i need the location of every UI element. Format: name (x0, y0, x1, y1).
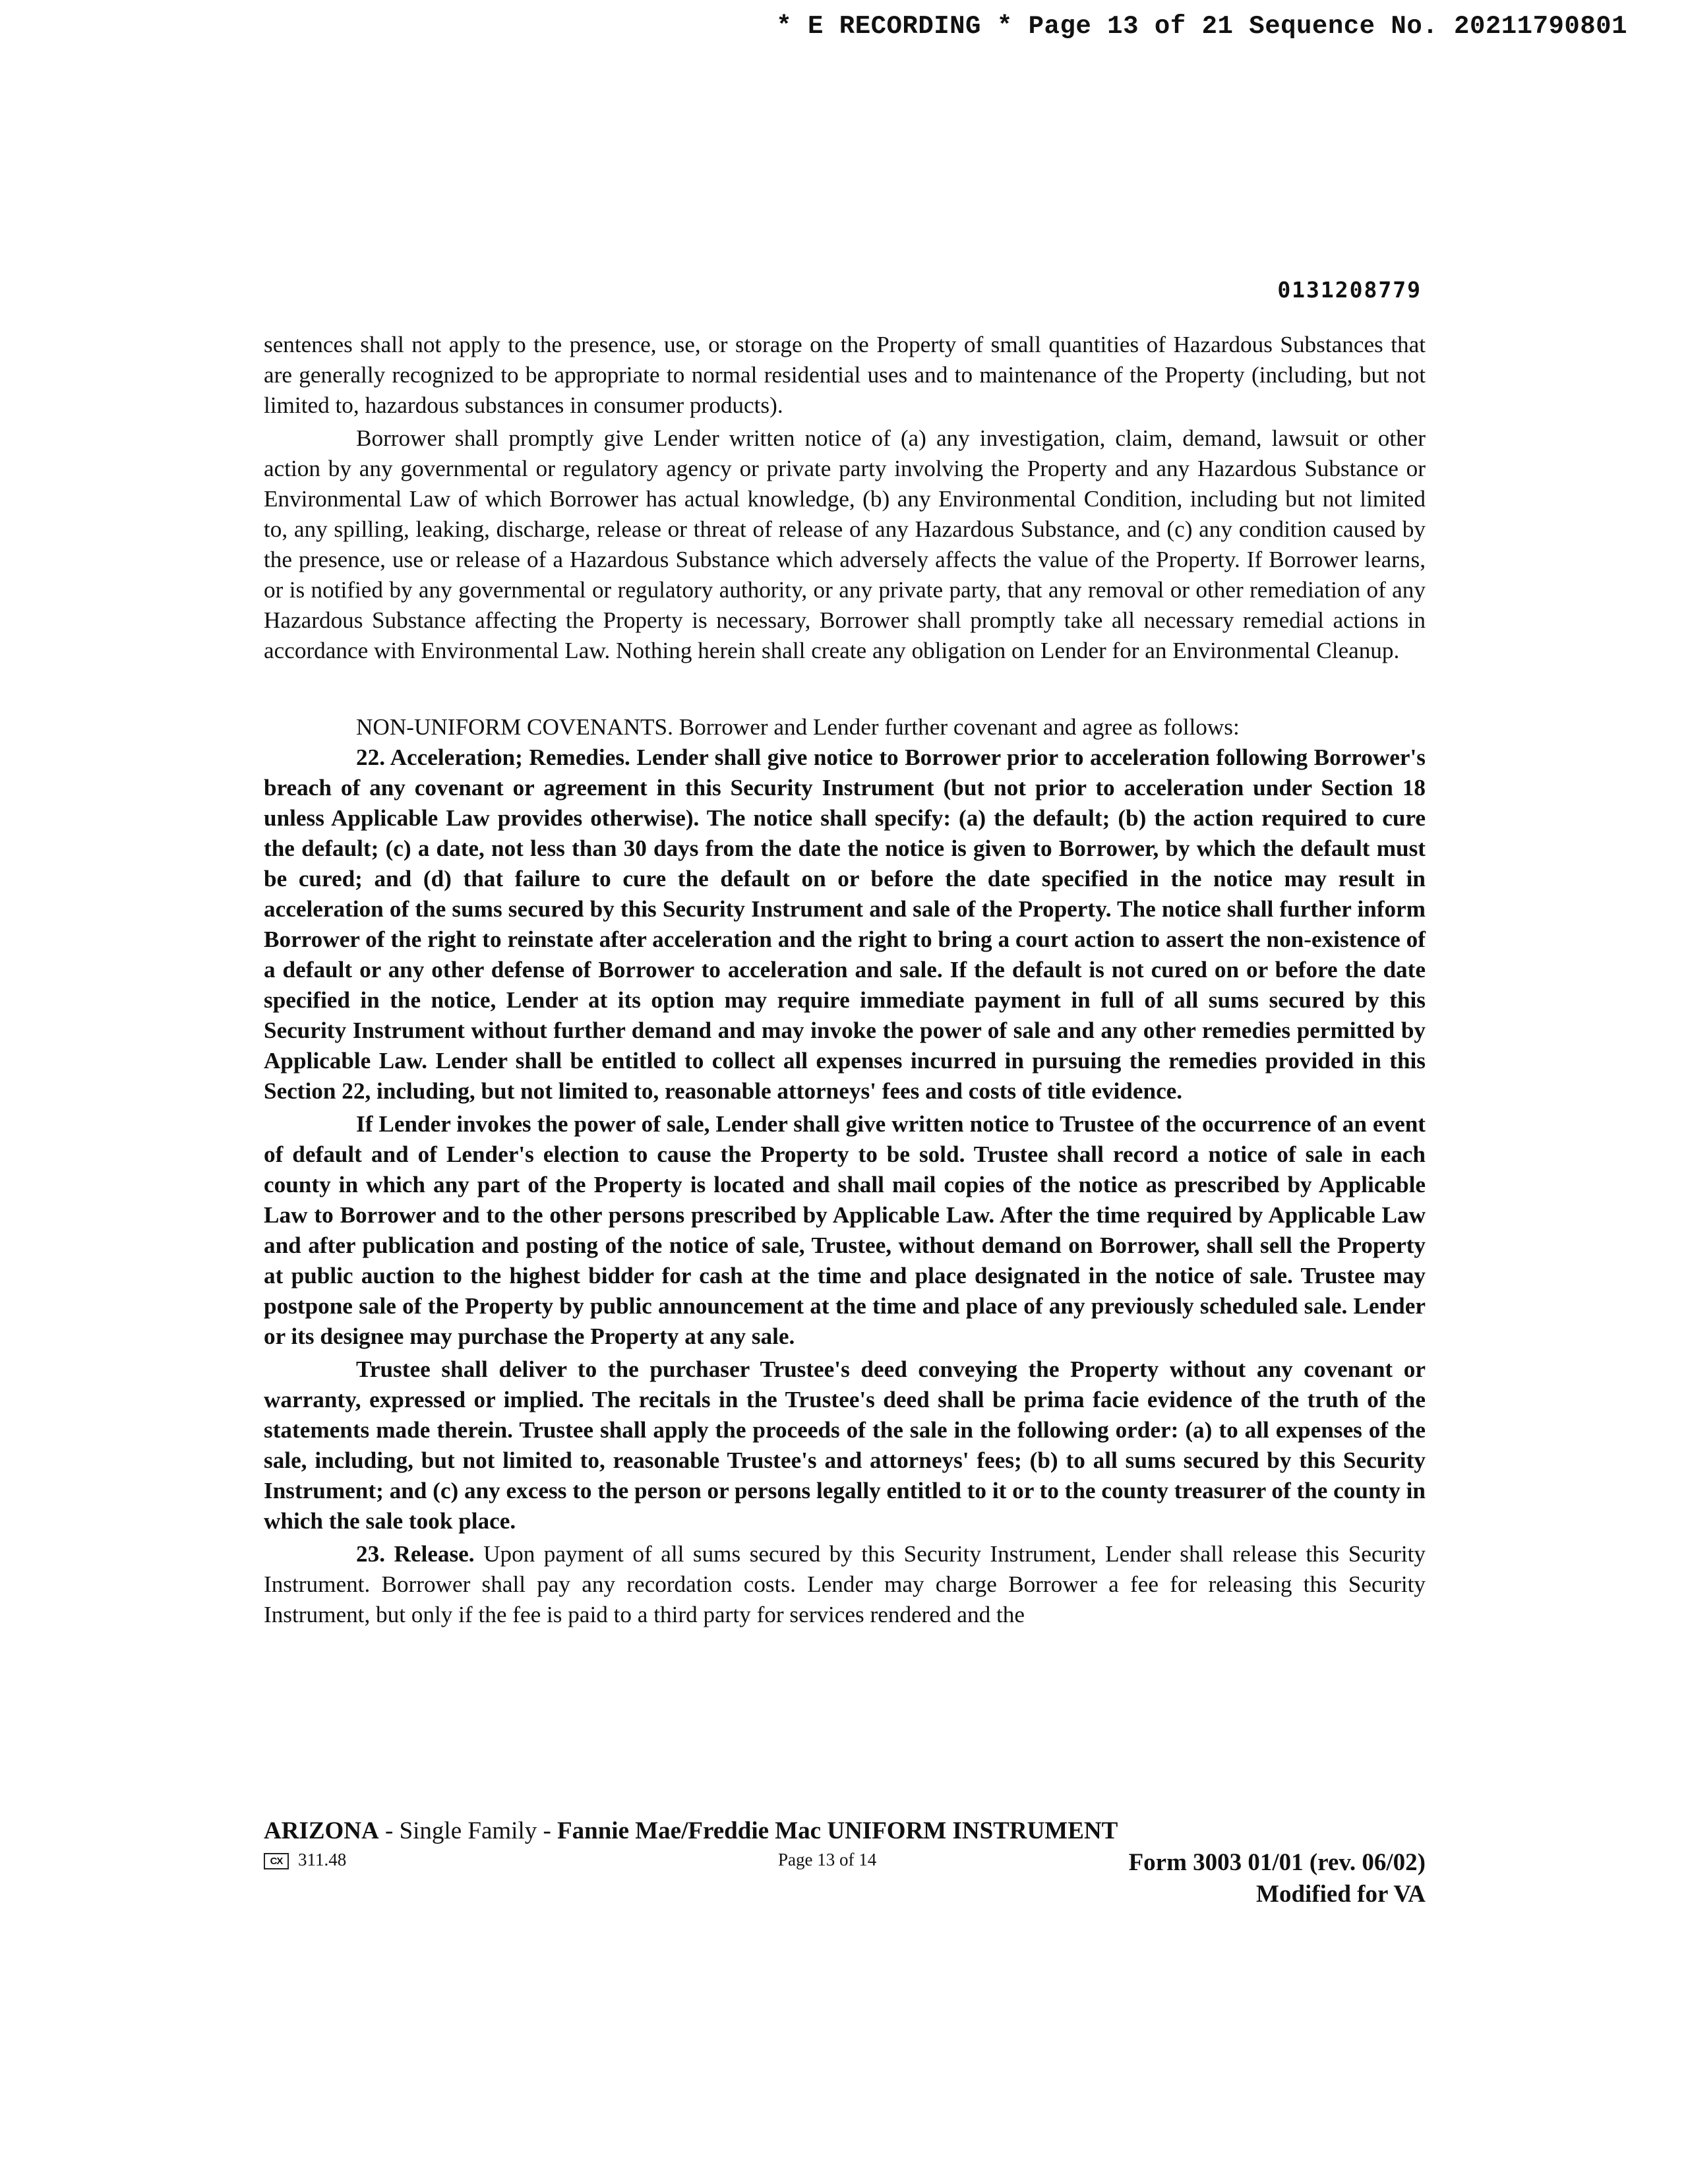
paragraph-borrower-notice: Borrower shall promptly give Lender written notice of (a) any investigation, claim, demand, lawsuit or other action by any governmental or regulatory agency or private party involving the Property and any Hazardous Substance or Environmental Law of which Borrower has actual knowledge, (b) any Environmental Condition, including but not limited to, any spilling, leaking, discharge, release or threat of release of any Hazardous Substance, and (c) any condition caused by the presence, use or release of a Hazardous Substance which adversely affects the value of the Property. If Borrower learns, or is notified by any governmental or regulatory authority, or any private party, that any removal or other remediation of any Hazardous Substance affecting the Property is necessary, Borrower shall promptly take all necessary remedial actions in accordance with Environmental Law. Nothing herein shall create any obligation on Lender for an Environmental Cleanup. (264, 425, 1426, 663)
footer-form-code-text: 311.48 (298, 1850, 347, 1869)
paragraph-hazardous-continued: sentences shall not apply to the presence, use, or storage on the Property of small quantities of Hazardous Substances that are generally recognized to be appropriate to normal residential uses and to maintenance of the Property (including, but not limited to, hazardous substances in consumer products). (264, 332, 1426, 418)
footer-separator: - Single Family - (378, 1817, 558, 1844)
form-footer (264, 1817, 1426, 1908)
paragraph-trustee-deed: Trustee shall deliver to the purchaser Trustee's deed conveying the Property without any covenant or warranty, expressed or implied. The recitals in the Trustee's deed shall be prima facie evidence of the truth of the statements made therein. Trustee shall apply the proceeds of the sale in the following order: (a) to all expenses of the sale, including, but not limited to, reasonable Trustee's and attorneys' fees; (b) to all sums secured by this Security Instrument; and (c) any excess to the person or persons legally entitled to it or to the county treasurer of the county in which the sale took place. (264, 1356, 1426, 1534)
footer-page-number: Page 13 of 14 (778, 1850, 877, 1869)
paragraph-non-uniform-covenants: NON-UNIFORM COVENANTS. Borrower and Lender further covenant and agree as follows: (356, 714, 1240, 740)
paragraph-section-22-acceleration: 22. Acceleration; Remedies. Lender shall give notice to Borrower prior to acceleration following Borrower's breach of any covenant or agreement in this Security Instrument (but not prior to acceleration under Section 18 unless Applicable Law provides otherwise). The notice shall specify: (a) the default; (b) the action required to cure the default; (c) a date, not less than 30 days from the date the notice is given to Borrower, by which the default must be cured; and (d) that failure to cure the default on or before the date specified in the notice may result in acceleration of the sums secured by this Security Instrument and sale of the Property. The notice shall further inform Borrower of the right to reinstate after acceleration and the right to bring a court action to assert the non-existence of a default or any other defense of Borrower to acceleration and sale. If the default is not cured on or before the date specified in the notice, Lender at its option may require immediate payment in full of all sums secured by this Security Instrument without further demand and may invoke the power of sale and any other remedies permitted by Applicable Law. Lender shall be entitled to collect all expenses incurred in pursuing the remedies provided in this Section 22, including, but not limited to, reasonable attorneys' fees and costs of title evidence. (264, 744, 1426, 1104)
section-23-heading: 23. Release. (356, 1541, 475, 1567)
recording-stamp: * E RECORDING * Page 13 of 21 Sequence No. 20211790801 (776, 12, 1627, 41)
paragraph-power-of-sale: If Lender invokes the power of sale, Lender shall give written notice to Trustee of the occurrence of an event of default and of Lender's election to cause the Property to be sold. Trustee shall record a notice of sale in each county in which any part of the Property is located and shall mail copies of the notice as prescribed by Applicable Law to Borrower and to the other persons prescribed by Applicable Law. After the time required by Applicable Law and after publication and posting of the notice of sale, Trustee, without demand on Borrower, shall sell the Property at public auction to the highest bidder for cash at the time and place designated in the notice of sale. Trustee may postpone sale of the Property by public announcement at the time and place of any previously scheduled sale. Lender or its designee may purchase the Property at any sale. (264, 1111, 1426, 1349)
paragraph-section-23-release (264, 1539, 1426, 1630)
footer-instrument: Fannie Mae/Freddie Mac UNIFORM INSTRUMENT (557, 1817, 1118, 1844)
footer-modified-note: Modified for VA (1256, 1881, 1426, 1908)
footer-form-number: Form 3003 01/01 (rev. 06/02) (1128, 1849, 1426, 1876)
document-body (264, 330, 1426, 1630)
form-vendor-logo-icon: CX (264, 1853, 289, 1869)
loan-number: 0131208779 (1277, 277, 1422, 303)
footer-form-code (264, 1848, 346, 1871)
footer-state: ARIZONA (264, 1817, 379, 1844)
section-23-text: Upon payment of all sums secured by this Security Instrument, Lender shall release this Security Instrument. Borrower shall pay any recordation costs. Lender may charge Borrower a fee for releasing this Security Instrument, but only if the fee is paid to a third party for services rendered and the (264, 1541, 1426, 1627)
footer-instrument-line (264, 1817, 1426, 1846)
footer-row (264, 1848, 1426, 1908)
